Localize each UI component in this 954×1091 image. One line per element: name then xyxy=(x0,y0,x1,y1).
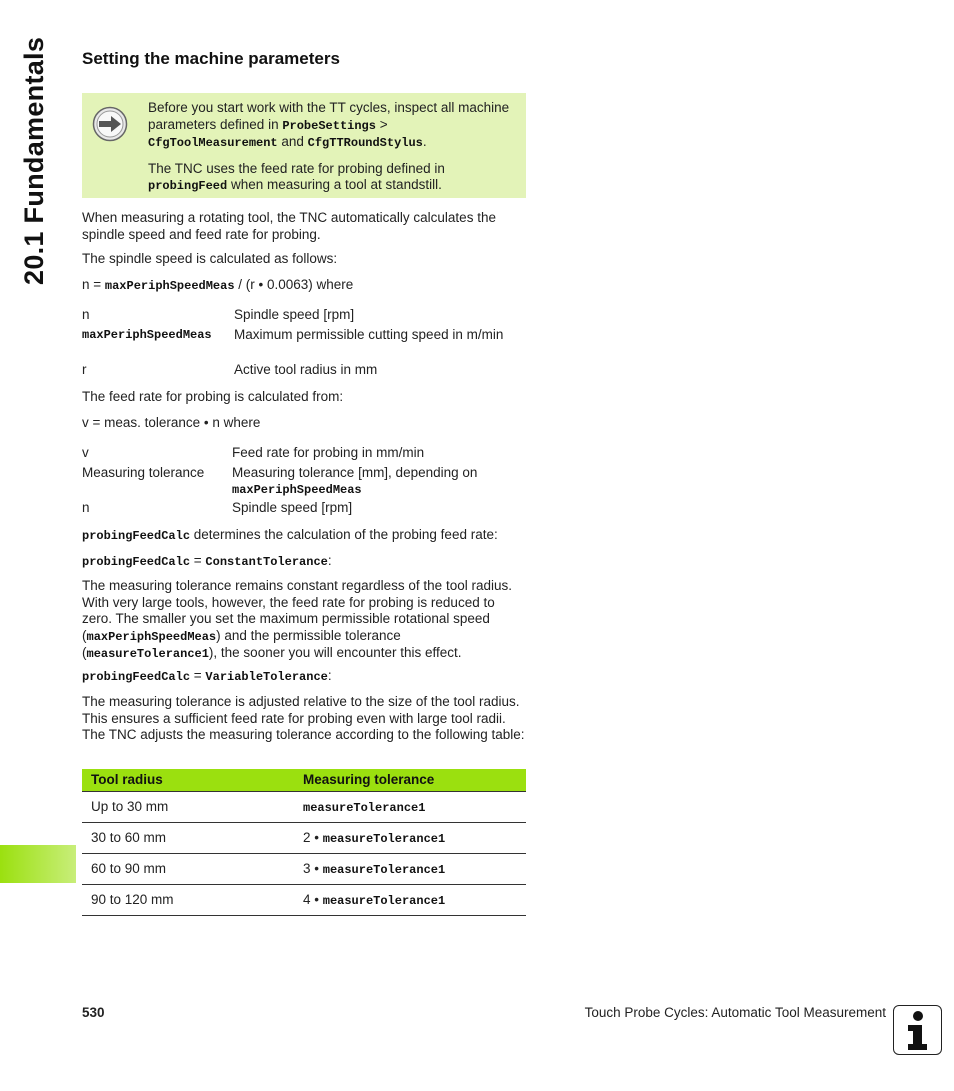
column-header-radius: Tool radius xyxy=(91,772,163,787)
def-desc-code: maxPeriphSpeedMeas xyxy=(232,483,362,497)
cell-tolerance: 4 • measureTolerance1 xyxy=(303,892,446,908)
cell-tolerance: 2 • measureTolerance1 xyxy=(303,830,446,846)
note-paragraph: Before you start work with the TT cycles, inspect all machine parameters defined in ProbeSettings > CfgToolMeasurement and CfgTTRoundStylus. xyxy=(148,100,510,150)
intro-paragraph: When measuring a rotating tool, the TNC automatically calculates the spindle speed and feed rate for probing. xyxy=(82,210,496,242)
constant-tolerance-line: probingFeedCalc = ConstantTolerance: xyxy=(82,553,332,569)
table-row xyxy=(82,792,526,823)
note-box xyxy=(82,93,526,198)
cell-radius: 30 to 60 mm xyxy=(91,830,167,845)
chapter-side-title: 20.1 Fundamentals xyxy=(19,36,49,285)
def-term: v xyxy=(82,445,89,460)
cell-tolerance: measureTolerance1 xyxy=(303,801,426,815)
cell-tolerance: 3 • measureTolerance1 xyxy=(303,861,446,877)
def-desc: Maximum permissible cutting speed in m/min xyxy=(234,327,504,342)
cell-radius: 90 to 120 mm xyxy=(91,892,174,907)
cell-radius: 60 to 90 mm xyxy=(91,861,167,876)
page-number: 530 xyxy=(82,1005,105,1020)
chapter-tab-marker xyxy=(0,845,76,883)
def-term: n xyxy=(82,307,90,322)
table-row xyxy=(82,823,526,854)
info-glyph xyxy=(894,1006,940,1053)
table-row xyxy=(82,885,526,916)
section-heading: Setting the machine parameters xyxy=(82,49,340,68)
def-term: Measuring tolerance xyxy=(82,465,205,480)
def-term: n xyxy=(82,500,90,515)
def-term: r xyxy=(82,362,87,377)
variable-tolerance-paragraph: The measuring tolerance is adjusted relative to the size of the tool radius. This ensures a sufficient feed rate for probing even with large tool radii. The TNC adjusts the measuring tolerance according to the following table: xyxy=(82,694,525,742)
footer-title: Touch Probe Cycles: Automatic Tool Measurement xyxy=(584,1005,886,1020)
feed-intro: The feed rate for probing is calculated from: xyxy=(82,389,344,404)
def-desc: Spindle speed [rpm] xyxy=(234,307,355,322)
formula-spindle: n = maxPeriphSpeedMeas / (r • 0.0063) where xyxy=(82,277,354,293)
def-desc: Active tool radius in mm xyxy=(234,362,378,377)
cell-radius: Up to 30 mm xyxy=(91,799,169,814)
def-desc: Measuring tolerance [mm], depending on xyxy=(232,465,478,480)
def-desc: Feed rate for probing in mm/min xyxy=(232,445,425,460)
formula-feed: v = meas. tolerance • n where xyxy=(82,415,261,430)
arrow-right-icon xyxy=(92,106,128,142)
variable-tolerance-line: probingFeedCalc = VariableTolerance: xyxy=(82,668,332,684)
table-header xyxy=(82,769,526,792)
constant-tolerance-paragraph: The measuring tolerance remains constant regardless of the tool radius. With very large tools, however, the feed rate for probing is reduced to zero. The smaller you set the maximum permissible rotational speed (maxPeriphSpeedMeas) and the permissible tolerance (measureTolerance1), the sooner you will encounter this effect. xyxy=(82,578,512,661)
spindle-intro: The spindle speed is calculated as follows: xyxy=(82,251,338,266)
info-icon xyxy=(893,1005,942,1055)
note-text xyxy=(148,100,518,204)
column-header-tolerance: Measuring tolerance xyxy=(303,772,435,787)
calc-line: probingFeedCalc determines the calculation of the probing feed rate: xyxy=(82,527,498,543)
table-row xyxy=(82,854,526,885)
def-term: maxPeriphSpeedMeas xyxy=(82,328,212,342)
def-desc: Spindle speed [rpm] xyxy=(232,500,353,515)
tolerance-table xyxy=(82,769,526,916)
note-paragraph: The TNC uses the feed rate for probing defined in probingFeed when measuring a tool at standstill. xyxy=(148,160,445,193)
